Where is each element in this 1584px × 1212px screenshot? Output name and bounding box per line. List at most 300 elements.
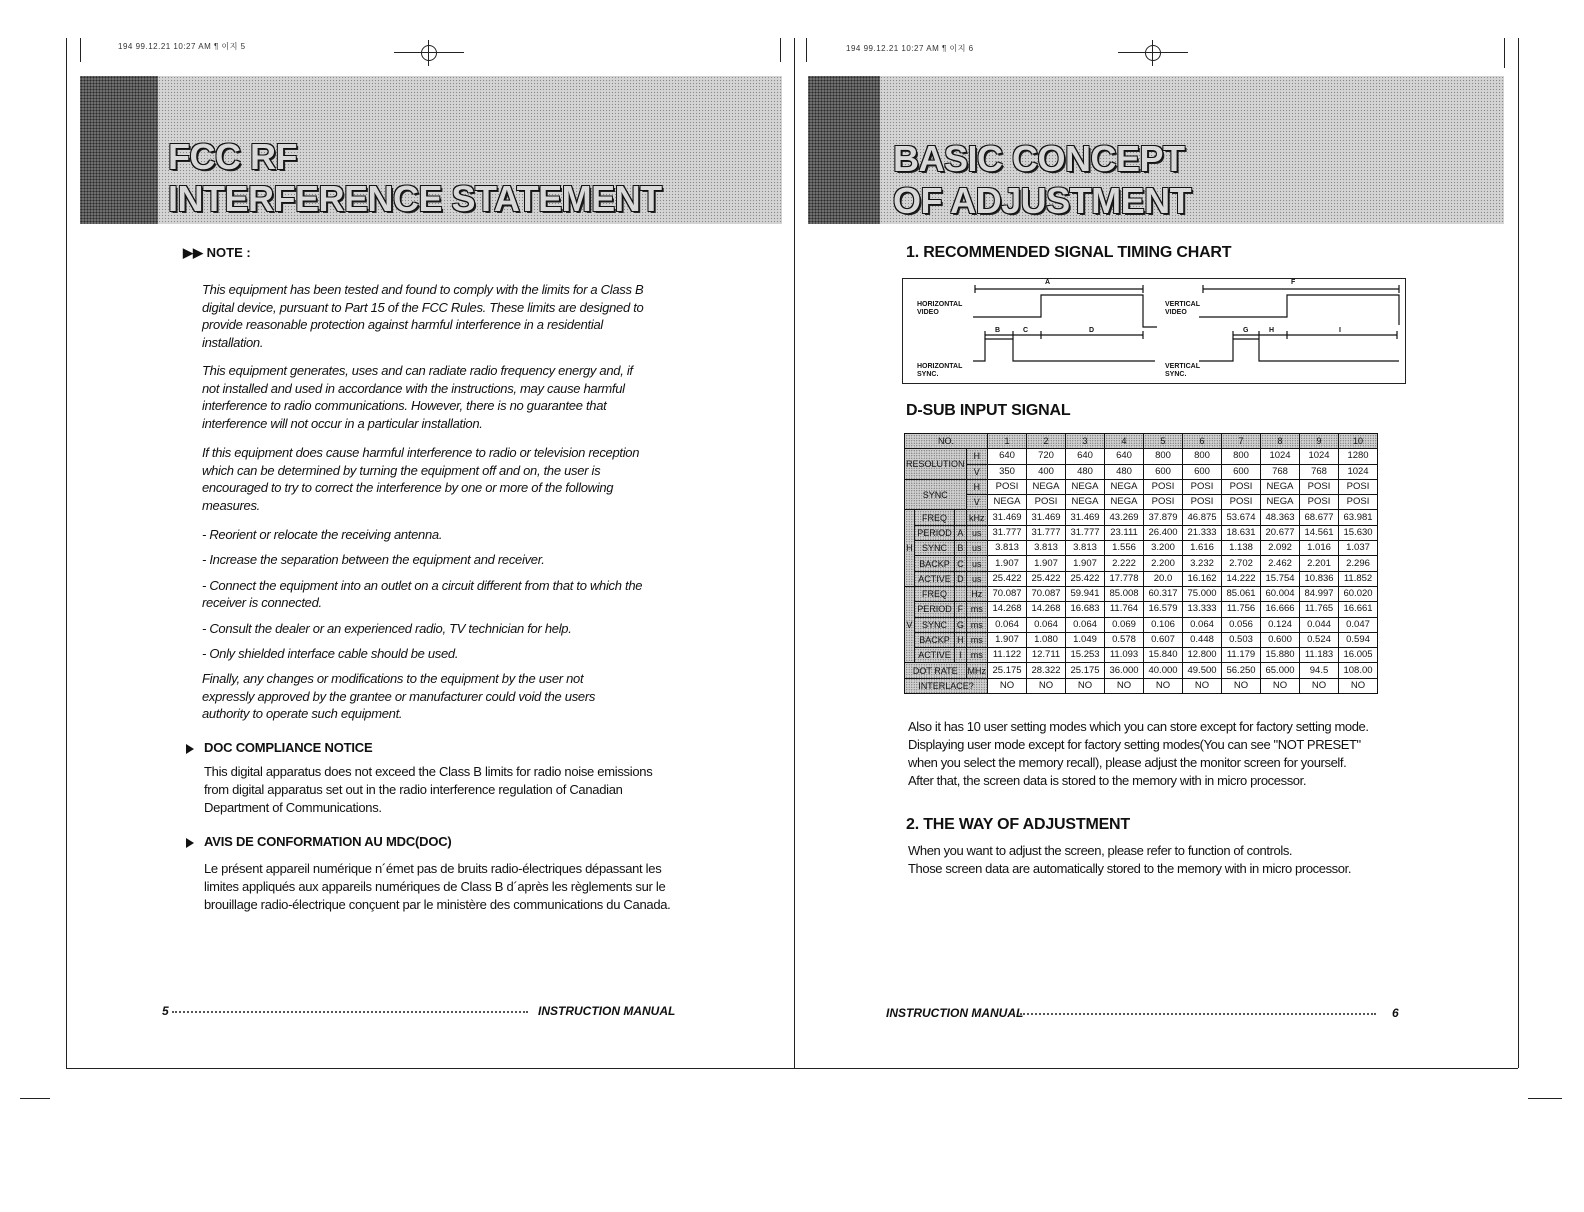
cell: 16.162 [1183,571,1222,586]
cell: NO [1339,678,1378,693]
table-row [905,586,1378,601]
row-letter: F [955,602,966,617]
cell: 21.333 [1183,525,1222,540]
cell: 0.594 [1339,632,1378,647]
cell: 480 [1066,464,1105,479]
row-label: SYNC [914,617,954,632]
user-modes-line: After that, the screen data is stored to the memory with in micro processor. [908,773,1307,788]
cell: 0.064 [1183,617,1222,632]
cell: 1.616 [1183,541,1222,556]
table-row [905,678,1378,693]
note-paragraph-1: This equipment has been tested and found to comply with the limits for a Class B digital device, pursuant to Part 15 of the FCC Rules. These limits are designed to provide reasonable protection against harmful interference in a residential installation. [202,282,644,350]
timing-label-f: F [1291,279,1296,286]
row-label: BACKP [914,556,954,571]
row-unit: ms [966,617,988,632]
cell: 1024 [1339,464,1378,479]
row-unit: us [966,556,988,571]
row-letter: D [955,571,966,586]
cell: 640 [1066,449,1105,464]
row-unit: us [966,541,988,556]
cell: 640 [988,449,1027,464]
timing-label-a: A [1045,279,1051,286]
table-row [905,571,1378,586]
cell: 70.087 [1027,586,1066,601]
cell: 16.683 [1066,602,1105,617]
cell: 11.852 [1339,571,1378,586]
cell: 11.093 [1105,648,1144,663]
cell: 15.754 [1261,571,1300,586]
table-row [905,449,1378,464]
cell: 60.020 [1339,586,1378,601]
row-letter [955,510,966,525]
cell: 11.765 [1300,602,1339,617]
user-modes-line: Displaying user mode except for factory setting modes(You can see "NOT PRESET" [908,737,1361,752]
table-row [905,510,1378,525]
triangle-bullet-icon [186,744,194,754]
cell: 17.778 [1105,571,1144,586]
avis-heading-text: AVIS DE CONFORMATION AU MDC(DOC) [204,834,452,849]
cell: 720 [1027,449,1066,464]
cell: 2.201 [1300,556,1339,571]
table-row [905,632,1378,647]
cell: 85.008 [1105,586,1144,601]
cell: POSI [1027,495,1066,510]
left-title-line2: INTERFERENCE STATEMENT [168,178,662,219]
cell: NO [1105,678,1144,693]
cell: 1024 [1300,449,1339,464]
cell: 31.469 [1066,510,1105,525]
mode-header: 1 [988,434,1027,449]
cell: 85.061 [1222,586,1261,601]
timing-label-d: D [1089,327,1095,334]
cell: 800 [1183,449,1222,464]
cell: 2.702 [1222,556,1261,571]
cell: 10.836 [1300,571,1339,586]
h-sync-label: HORIZONTAL SYNC. [917,363,963,378]
cell: POSI [1222,479,1261,494]
cell: 14.268 [1027,602,1066,617]
cell: POSI [1339,495,1378,510]
dotrate-label: DOT RATE [905,663,967,678]
cell: 2.296 [1339,556,1378,571]
cell: 600 [1144,464,1183,479]
cell: 2.092 [1261,541,1300,556]
left-crop-tick [80,38,81,62]
cell: NO [988,678,1027,693]
row-label: SYNC [914,541,954,556]
cell: 11.764 [1105,602,1144,617]
v-sync-label: VERTICAL SYNC. [1165,363,1200,378]
cell: POSI [1144,495,1183,510]
cell: NEGA [1066,479,1105,494]
row-unit: ms [966,602,988,617]
cell: 60.004 [1261,586,1300,601]
mode-header: 4 [1105,434,1144,449]
cell: 1.080 [1027,632,1066,647]
right-page-number: 6 [1392,1006,1399,1020]
row-unit: us [966,525,988,540]
cell: 0.106 [1144,617,1183,632]
cell: NO [1144,678,1183,693]
cell: 3.813 [1027,541,1066,556]
center-crop-tick-left [780,38,781,62]
cell: 75.000 [1183,586,1222,601]
cell: 0.044 [1300,617,1339,632]
cell: POSI [1222,495,1261,510]
right-footer-leader [1020,1013,1376,1015]
cell: 1.037 [1339,541,1378,556]
cell: 14.561 [1300,525,1339,540]
row-letter: H [955,632,966,647]
cell: NEGA [1105,479,1144,494]
row-label: ACTIVE [914,648,954,663]
row-label: ACTIVE [914,571,954,586]
cell: 15.840 [1144,648,1183,663]
left-banner-dark-block [80,76,158,224]
center-crop-tick-right [806,38,807,62]
h-video-label: HORIZONTAL VIDEO [917,301,963,316]
timing-diagram [902,278,1406,384]
measure-item: - Reorient or relocate the receiving antenna. [202,527,443,542]
cell: 1.016 [1300,541,1339,556]
final-paragraph: Finally, any changes or modifications to the equipment by the user not expressly approved by the grantee or manufacturer could void the users authority to operate such equipment. [202,671,596,721]
cell: 0.064 [1027,617,1066,632]
cell: 800 [1144,449,1183,464]
cell: 2.462 [1261,556,1300,571]
cell: 49.500 [1183,663,1222,678]
cell: 600 [1183,464,1222,479]
cell: NO [1183,678,1222,693]
cell: 25.422 [1027,571,1066,586]
cell: 14.268 [988,602,1027,617]
cell: 1.907 [988,556,1027,571]
cell: 11.179 [1222,648,1261,663]
cell: 0.069 [1105,617,1144,632]
cell: 15.630 [1339,525,1378,540]
cell: POSI [1144,479,1183,494]
cell: 0.503 [1222,632,1261,647]
user-modes-line: Also it has 10 user setting modes which you can store except for factory setting mode. [908,719,1369,734]
avis-heading [186,834,452,849]
cell: 31.469 [988,510,1027,525]
row-label: PERIOD [914,602,954,617]
cell: 36.000 [1105,663,1144,678]
cell: 31.777 [988,525,1027,540]
doc-heading-text: DOC COMPLIANCE NOTICE [204,740,373,755]
cell: 350 [988,464,1027,479]
right-crop-tick [1504,38,1505,68]
cell: 18.631 [1222,525,1261,540]
timing-label-h: H [1269,327,1275,334]
mode-header: 5 [1144,434,1183,449]
cell: 40.000 [1144,663,1183,678]
cell: 0.124 [1261,617,1300,632]
cell: 23.111 [1105,525,1144,540]
group-label: V [905,586,915,662]
table-row [905,602,1378,617]
cell: POSI [1183,495,1222,510]
user-modes-text [908,718,1428,790]
left-page-number: 5 [162,1004,169,1018]
row-letter: A [955,525,966,540]
note-heading [183,245,251,261]
measure-item: - Consult the dealer or an experienced radio, TV technician for help. [202,621,572,636]
cell: 31.469 [1027,510,1066,525]
mode-header: 6 [1183,434,1222,449]
row-letter [955,586,966,601]
cell: 20.0 [1144,571,1183,586]
section2-heading: 2. THE WAY OF ADJUSTMENT [906,816,1130,833]
cell: 11.756 [1222,602,1261,617]
cell: 1.907 [988,632,1027,647]
right-title-line1: BASIC CONCEPT [893,138,1185,179]
cell: 800 [1222,449,1261,464]
cell: 12.800 [1183,648,1222,663]
cell: 56.250 [1222,663,1261,678]
unit-cell: H [966,449,988,464]
row-label: PERIOD [914,525,954,540]
measure-item: - Increase the separation between the equipment and receiver. [202,552,545,567]
section1-heading: 1. RECOMMENDED SIGNAL TIMING CHART [906,244,1232,261]
triangle-bullet-icon [186,838,194,848]
timing-label-c: C [1023,327,1029,334]
cell: 70.087 [988,586,1027,601]
mode-header: 10 [1339,434,1378,449]
cell: POSI [988,479,1027,494]
cell: 3.813 [1066,541,1105,556]
row-letter: G [955,617,966,632]
cell: 1.907 [1027,556,1066,571]
table-row [905,663,1378,678]
cell: 25.422 [988,571,1027,586]
cell: 68.677 [1300,510,1339,525]
cell: 53.674 [1222,510,1261,525]
adjust-line: Those screen data are automatically stored to the memory with in micro processor. [908,861,1352,876]
right-banner-dark-block [808,76,880,224]
timing-label-g: G [1243,327,1249,334]
group-label: H [905,510,915,586]
cell: 14.222 [1222,571,1261,586]
cell: 768 [1261,464,1300,479]
cell: 16.005 [1339,648,1378,663]
cell: 3.813 [988,541,1027,556]
cell: 2.200 [1144,556,1183,571]
registration-mark-left-icon [394,40,464,66]
cell: 94.5 [1300,663,1339,678]
dotrate-unit: MHz [966,663,988,678]
cell: 31.777 [1027,525,1066,540]
cell: 400 [1027,464,1066,479]
row-unit: ms [966,648,988,663]
row-letter: I [955,648,966,663]
cell: 0.448 [1183,632,1222,647]
table-row [905,495,1378,510]
doc-compliance-text: This digital apparatus does not exceed the Class B limits for radio noise emissions from digital apparatus set out in the radio interference regulation of Canadian Department of Communications. [204,764,653,815]
cell: POSI [1300,479,1339,494]
cell: NO [1027,678,1066,693]
cell: 16.579 [1144,602,1183,617]
cell: NO [1300,678,1339,693]
horizontal-timing-rows [905,510,1378,586]
cell: 3.200 [1144,541,1183,556]
timing-label-i: I [1339,327,1341,334]
cell: 0.607 [1144,632,1183,647]
cell: 2.222 [1105,556,1144,571]
cell: NEGA [1105,495,1144,510]
cell: 0.064 [988,617,1027,632]
left-title-line1: FCC RF [168,136,297,177]
cell: NO [1261,678,1300,693]
note-paragraph-3: If this equipment does cause harmful interference to radio or television reception which can be determined by turning the equipment off and on, the user is encouraged to try to correct the interference by one or more of the following measures. [202,445,640,513]
no-header: NO. [905,434,988,449]
table-row [905,617,1378,632]
row-label: BACKP [914,632,954,647]
cell: 1.556 [1105,541,1144,556]
left-footer-title: INSTRUCTION MANUAL [538,1004,676,1018]
cell: 25.422 [1066,571,1105,586]
cell: 65.000 [1261,663,1300,678]
cell: 0.047 [1339,617,1378,632]
interlace-label: INTERLACE? [905,678,988,693]
right-crop-line [1518,38,1519,1068]
left-crop-line [66,38,67,1068]
sync-label: SYNC [905,479,967,510]
cell: 46.875 [1183,510,1222,525]
cell: 1.907 [1066,556,1105,571]
row-unit: Hz [966,586,988,601]
cell: NO [1222,678,1261,693]
mode-header: 9 [1300,434,1339,449]
cell: 13.333 [1183,602,1222,617]
cell: NO [1066,678,1105,693]
cell: 15.253 [1066,648,1105,663]
note-label: NOTE : [206,245,251,260]
cell: NEGA [1027,479,1066,494]
registration-mark-right-icon [1118,40,1188,66]
unit-cell: V [966,464,988,479]
cell: 25.175 [1066,663,1105,678]
cell: 0.056 [1222,617,1261,632]
cell: 0.524 [1300,632,1339,647]
mode-header: 3 [1066,434,1105,449]
cell: 480 [1105,464,1144,479]
measure-item: - Only shielded interface cable should be used. [202,646,459,661]
center-fold-line [794,38,795,1068]
bottom-right-mark [1528,1098,1562,1099]
cell: NEGA [1261,479,1300,494]
cell: 3.232 [1183,556,1222,571]
cell: NEGA [1261,495,1300,510]
right-footer-title: INSTRUCTION MANUAL [886,1006,1024,1020]
table-row [905,525,1378,540]
cell: 63.981 [1339,510,1378,525]
left-footer-leader [172,1011,528,1013]
cell: 1024 [1261,449,1300,464]
row-unit: us [966,571,988,586]
cell: 11.122 [988,648,1027,663]
dsub-signal-table [904,433,1378,694]
resolution-label: RESOLUTION [905,449,967,480]
timing-label-b: B [995,327,1001,334]
measure-item: - Connect the equipment into an outlet on a circuit different from that to which the receiver is connected. [202,578,643,610]
cell: POSI [1339,479,1378,494]
row-label: FREQ [914,586,954,601]
mode-header: 2 [1027,434,1066,449]
cell: 16.661 [1339,602,1378,617]
double-arrow-icon: ▶▶ [183,245,203,260]
mode-header: 8 [1261,434,1300,449]
cell: 0.578 [1105,632,1144,647]
bottom-trim-line [66,1068,1518,1069]
row-letter: C [955,556,966,571]
cell: 25.175 [988,663,1027,678]
cell: 60.317 [1144,586,1183,601]
print-stamp-right: 194 99.12.21 10:27 AM ¶ 이지 6 [846,44,974,53]
adjust-text [908,842,1428,878]
mode-header: 7 [1222,434,1261,449]
cell: 0.600 [1261,632,1300,647]
vertical-timing-rows [905,586,1378,662]
cell: 12.711 [1027,648,1066,663]
cell: POSI [1183,479,1222,494]
row-unit: kHz [966,510,988,525]
cell: 1.049 [1066,632,1105,647]
cell: 768 [1300,464,1339,479]
user-modes-line: when you select the memory recall), please adjust the monitor screen for yourself. [908,755,1347,770]
table-row [905,541,1378,556]
table-row [905,556,1378,571]
doc-compliance-heading [186,740,372,755]
right-title-line2: OF ADJUSTMENT [893,180,1192,221]
timing-waveforms [903,279,1405,383]
cell: 31.777 [1066,525,1105,540]
cell: 26.400 [1144,525,1183,540]
row-label: FREQ [914,510,954,525]
cell: 20.677 [1261,525,1300,540]
table-row [905,434,1378,449]
v-video-label: VERTICAL VIDEO [1165,301,1200,316]
cell: 48.363 [1261,510,1300,525]
note-paragraph-2: This equipment generates, uses and can radiate radio frequency energy and, if not installed and used in accordance with the instructions, may cause harmful interference to radio communications. However, there is no guarantee that interference will not occur in a particular installation. [202,363,633,431]
cell: 640 [1105,449,1144,464]
table-row [905,479,1378,494]
cell: NEGA [1066,495,1105,510]
cell: 84.997 [1300,586,1339,601]
table-row [905,464,1378,479]
cell: 600 [1222,464,1261,479]
cell: 37.879 [1144,510,1183,525]
cell: 59.941 [1066,586,1105,601]
cell: 15.880 [1261,648,1300,663]
row-unit: ms [966,632,988,647]
cell: 16.666 [1261,602,1300,617]
cell: 0.064 [1066,617,1105,632]
cell: POSI [1300,495,1339,510]
cell: 108.00 [1339,663,1378,678]
dsub-heading: D-SUB INPUT SIGNAL [906,402,1071,419]
table-row [905,648,1378,663]
bottom-left-mark [20,1098,50,1099]
row-letter: B [955,541,966,556]
cell: NEGA [988,495,1027,510]
adjust-line: When you want to adjust the screen, please refer to function of controls. [908,843,1293,858]
avis-text: Le présent appareil numérique n´émet pas de bruits radio-électriques dépassant les limites appliqués aux appareils numériques de Class B d´après les règlements sur le brouillage radio-électrique conçuent par le ministère des communications du Canada. [204,861,671,912]
cell: 11.183 [1300,648,1339,663]
cell: 28.322 [1027,663,1066,678]
unit-cell: H [966,479,988,494]
cell: 43.269 [1105,510,1144,525]
unit-cell: V [966,495,988,510]
